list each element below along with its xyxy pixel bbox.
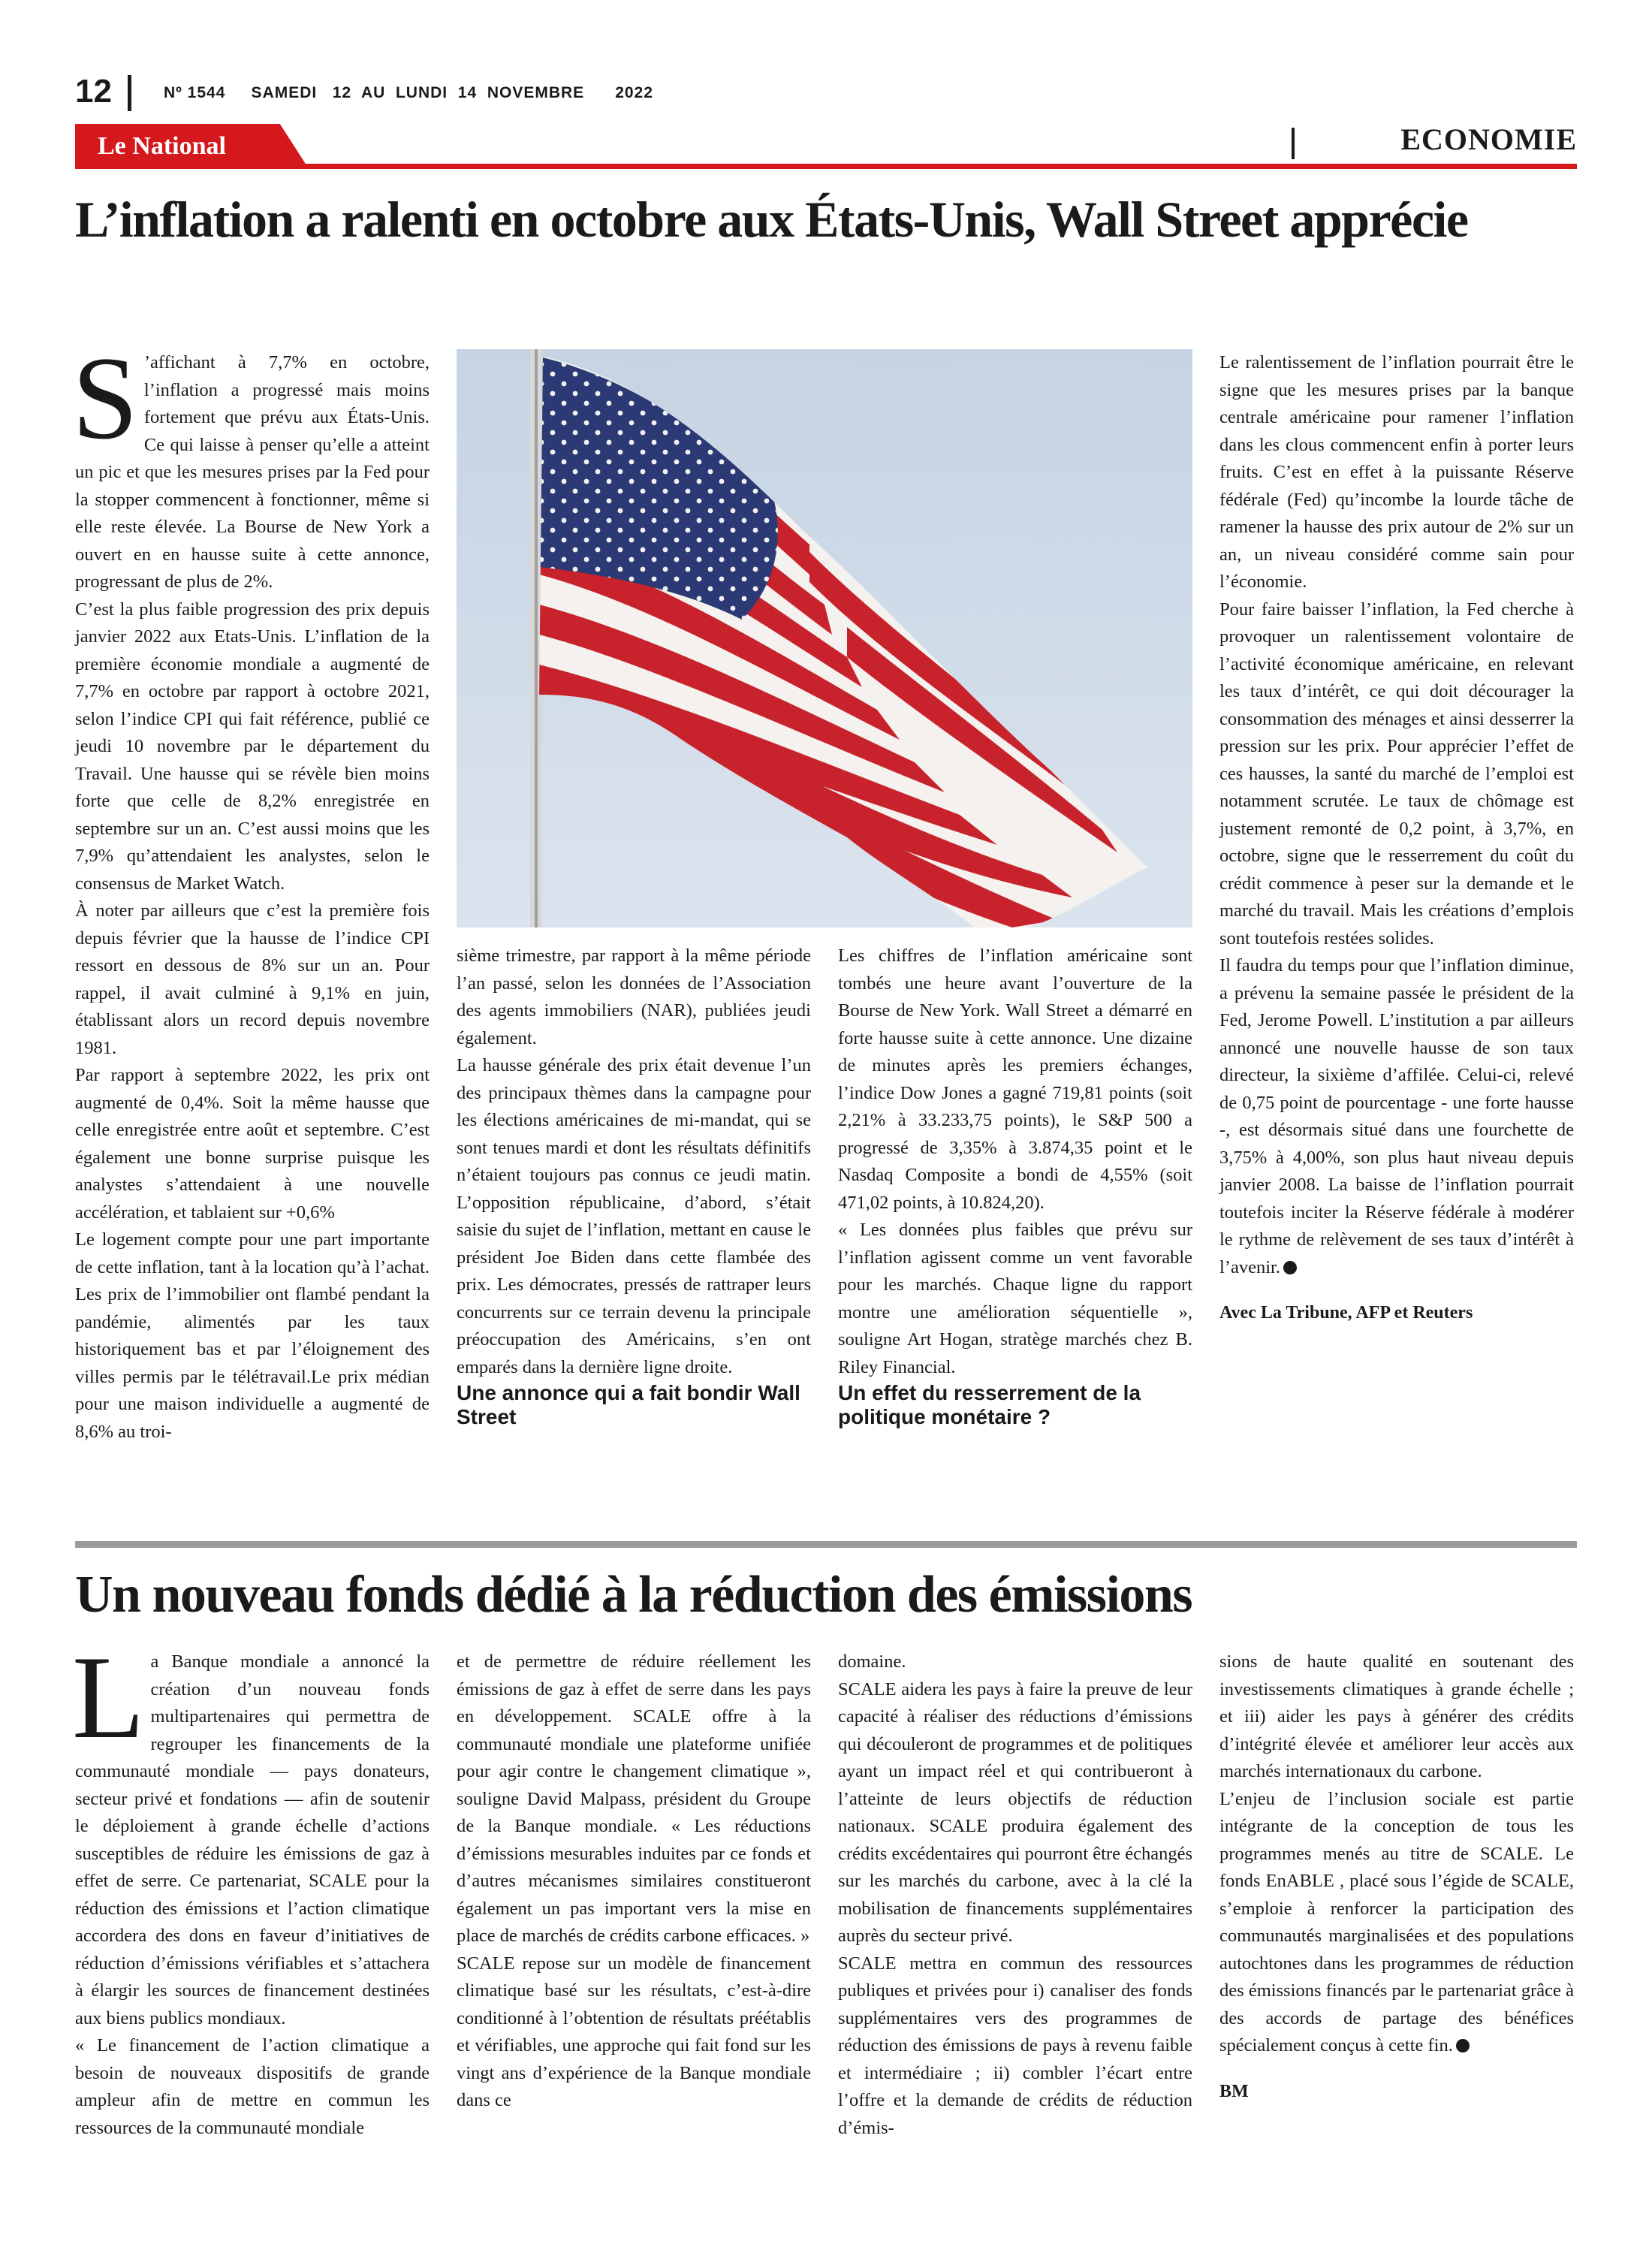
article-2-headline: Un nouveau fonds dédié à la réduction des émissions bbox=[75, 1566, 1192, 1624]
article-1-column-1 bbox=[72, 333, 430, 1446]
drop-cap: S bbox=[72, 333, 138, 464]
article-2-column-2 bbox=[457, 1648, 811, 2115]
paragraph: S ’affichant à 7,7% en octobre, l’inflation a progressé mais moins fortement que prévu aux États-Unis. Ce qui laisse à penser qu’elle a atteint un pic et que les mesures prises par la Fed pour la stopper commencent à fonctionner, même si elle reste élevée. La Bourse de New York a ouvert en en hausse suite à cette annonce, progressant de plus de 2%. bbox=[72, 333, 430, 592]
paragraph: Par rapport à septembre 2022, les prix ont augmenté de 0,4%. Soit la même hausse que celle enregistrée entre août et septembre. C’est également une bonne surprise puisque les analystes s’attendaient à une nouvelle accélération, et tablaient sur +0,6% bbox=[75, 1065, 430, 1223]
header-rule bbox=[75, 164, 1577, 169]
paragraph: Les chiffres de l’inflation américaine sont tombés une heure avant l’ouverture de la Bourse de New York. Wall Street a démarré en forte hausse suite à cette annonce. Une dizaine de minutes après les premiers échanges, l’indice Dow Jones a gagné 719,81 points (soit 2,21% à 33.233,75 points), le S&P 500 a progressé de 3,35% à 3.874,35 point et le Nasdaq Composite a bondi de 4,55% (soit 471,02 points, à 10.824,20). bbox=[838, 946, 1192, 1213]
subheading: Une annonce qui a fait bondir Wall Street bbox=[457, 1381, 800, 1428]
paragraph: Le logement compte pour une part importante de cette inflation, tant à la location qu’à l’achat. Les prix de l’immobilier ont flambé pendant la pandémie, alimentés par les taux historiquement bas et par l’éloignement des villes permis par le télétravail.Le prix médian pour une maison individuelle a augmenté de 8,6% au troi- bbox=[75, 1229, 430, 1442]
paragraph: SCALE mettra en commun des ressources publiques et privées pour i) canaliser des fonds supplémentaires vers des programmes de réduction des émissions de pays à revenu faible et intermédiaire ; ii) combler l’écart entre l’offre et la demande de crédits de réduction d’émis- bbox=[838, 1953, 1192, 2138]
paragraph: L’enjeu de l’inclusion sociale est partie intégrante de la conception de tous les programmes menés au titre de SCALE. Le fonds EnABLE , placé sous l’égide de SCALE, s’emploie à renforcer la participation des communautés marginalisées et des populations autochtones dans les programmes de réduction des émissions financés par le partenariat grâce à des accords de partage des bénéfices spécialement conçus à cette fin. bbox=[1219, 1788, 1574, 2055]
end-mark-icon bbox=[1456, 2039, 1470, 2052]
paragraph: et de permettre de réduire réellement les émissions de gaz à effet de serre dans les pays en développement. SCALE offre à la communauté mondiale une plateforme unifiée pour agir contre le changement climatique », souligne David Malpass, président du Groupe de la Banque mondiale. « Les réductions d’émissions mesurables induites par ce fonds et d’autres mécanismes similaires constitueront également un pas important vers la mise en place de marchés de crédits carbone efficaces. » bbox=[457, 1651, 811, 1946]
newspaper-brand: Le National bbox=[98, 132, 226, 160]
paragraph: sième trimestre, par rapport à la même période l’an passé, selon les données de l’Association des agents immobiliers (NAR), publiées jeudi également. bbox=[457, 946, 811, 1048]
paragraph: La hausse générale des prix était devenue l’un des principaux thèmes dans la campagne pour les élections américaines de mi-mandat, qui se sont tenues mardi et dont les résultats définitifs n’étaient toujours pas connus ce jeudi matin. L’opposition républicaine, d’abord, s’était saisie du sujet de l’inflation, mettant en cause le président Joe Biden dans cette flambée des prix. Les démocrates, pressés de rattraper leurs concurrents sur ce terrain devenu la principale préoccupation des Américains, s’en ont emparés dans la dernière ligne droite. bbox=[457, 1055, 811, 1377]
article-2-column-1 bbox=[72, 1632, 430, 2142]
paragraph: domaine. bbox=[838, 1651, 906, 1672]
paragraph: À noter par ailleurs que c’est la première fois depuis février que la hausse de l’indice CPI ressort en dessous de 8% sur un an. Pour rappel, il avait culminé à 9,1% en juin, établissant alors un record depuis novembre 1981. bbox=[75, 900, 430, 1058]
section-label: ECONOMIE bbox=[1400, 122, 1577, 156]
paragraph: Pour faire baisser l’inflation, la Fed cherche à provoquer un ralentissement volontaire de l’activité économique américaine, en relevant les taux d’intérêt, ce qui doit décourager la consommation des ménages et ainsi desserrer la pression sur les prix. Pour apprécier l’effet de ces hausses, la santé du marché de l’emploi est notamment scrutée. Le taux de chômage est justement remonté de 0,2 point, à 3,7%, en octobre, signe que le resserrement du coût du crédit commence à peser sur la demande et le marché du travail. Mais les créations d’emplois sont toutefois restées solides. bbox=[1219, 599, 1574, 949]
article-2-column-4 bbox=[1219, 1648, 1574, 2105]
paragraph: SCALE aidera les pays à faire la preuve de leur capacité à réaliser des réductions d’émissions qui découleront de programmes et de politiques ayant un impact réel et qui contribueront à l’atteinte de leurs objectifs de réduction nationaux. SCALE produira également des crédits excédentaires qui pourront être échangés sur les marchés du carbone, avec à la clé la mobilisation de financements supplémentaires auprès du secteur privé. bbox=[838, 1678, 1192, 1946]
us-flag-photo bbox=[457, 349, 1192, 927]
page-number: 12 bbox=[75, 73, 112, 110]
article-1-column-3 bbox=[838, 943, 1192, 1429]
end-mark-icon bbox=[1283, 1261, 1297, 1274]
issue-date-line: Nº 1544 SAMEDI 12 AU LUNDI 14 NOVEMBRE 2022 bbox=[164, 84, 653, 101]
paragraph: « Les données plus faibles que prévu sur l’inflation agissent comme un vent favorable pour les marchés. Chaque ligne du rapport montre une amélioration séquentielle », souligne Art Hogan, stratège marchés chez B. Riley Financial. bbox=[838, 1220, 1192, 1377]
paragraph: Il faudra du temps pour que l’inflation diminue, a prévenu la semaine passée le président de la Fed, Jerome Powell. L’institution a par ailleurs annoncé une nouvelle hausse de son taux directeur, la sixième d’affilée. Celui-ci, relevé de 0,75 point de pourcentage - une forte hausse -, est désormais situé dans une fourchette de 3,75% à 4,00%, son plus haut niveau depuis janvier 2008. La baisse de l’inflation pourrait toutefois inciter la Réserve fédérale à modérer le rythme de relèvement de ses taux d’intérêt à l’avenir. bbox=[1219, 955, 1574, 1277]
article-credit: Avec La Tribune, AFP et Reuters bbox=[1219, 1303, 1473, 1323]
drop-cap: L bbox=[72, 1632, 145, 1763]
paragraph: SCALE repose sur un modèle de financement climatique basé sur les résultats, c’est-à-dire conditionné à l’obtention de résultats préétablis et vérifiables, une approche qui fait fond sur les vingt ans d’expérience de la Banque mondiale dans ce bbox=[457, 1953, 811, 2110]
article-1-column-2 bbox=[457, 943, 811, 1429]
paragraph: C’est la plus faible progression des prix depuis janvier 2022 aux Etats-Unis. L’inflation de la première économie mondiale a augmenté de 7,7% en octobre par rapport à octobre 2021, selon l’indice CPI qui fait référence, publié ce jeudi 10 novembre par le département du Travail. Une hausse qui se révèle bien moins forte que celle de 8,2% enregistrée en septembre sur un an. C’est aussi moins que les 7,9% qu’attendaient les analystes, selon le consensus de Market Watch. bbox=[75, 599, 430, 894]
paragraph: « Le financement de l’action climatique a besoin de nouveaux dispositifs de grande ampleur afin de mettre en commun les ressources de la communauté mondiale bbox=[75, 2035, 430, 2138]
paragraph: La Banque mondiale a annoncé la création d’un nouveau fonds multipartenaires qui permettra de regrouper les financements de la communauté mondiale — pays donateurs, secteur privé et fondations — afin de soutenir le déploiement à grande échelle d’actions susceptibles de réduire les émissions de gaz à effet de serre. Ce partenariat, SCALE pour la réduction des émissions et l’action climatique accordera des dons en faveur d’initiatives de réduction d’émissions vérifiables et s’attachera à élargir les sources de financement destinées aux biens publics mondiaux. bbox=[72, 1632, 430, 2028]
subheading: Un effet du resserrement de la politique monétaire ? bbox=[838, 1381, 1141, 1428]
article-1-headline: L’inflation a ralenti en octobre aux États-Unis, Wall Street apprécie bbox=[75, 191, 1468, 248]
paragraph: Le ralentissement de l’inflation pourrait être le signe que les mesures prises par la banque centrale américaine pour ramener l’inflation dans les clous commencent enfin à porter leurs fruits. C’est en effet à la puissante Réserve fédérale (Fed) qu’incombe la lourde tâche de ramener la hausse des prix autour de 2% sur un an, un niveau considéré comme sain pour l’économie. bbox=[1219, 352, 1574, 592]
page-number-divider bbox=[128, 75, 131, 111]
section-divider bbox=[1292, 128, 1295, 159]
article-1-column-4 bbox=[1219, 349, 1574, 1327]
masthead bbox=[75, 75, 1577, 120]
article-credit: BM bbox=[1219, 2081, 1249, 2101]
paragraph: sions de haute qualité en soutenant des investissements climatiques à grande échelle ; et iii) aider les pays à générer des crédits d’intégrité élevée et améliorer leur accès aux marchés internationaux du carbone. bbox=[1219, 1651, 1574, 1781]
article-divider bbox=[75, 1541, 1577, 1548]
article-2-column-3 bbox=[838, 1648, 1192, 2142]
